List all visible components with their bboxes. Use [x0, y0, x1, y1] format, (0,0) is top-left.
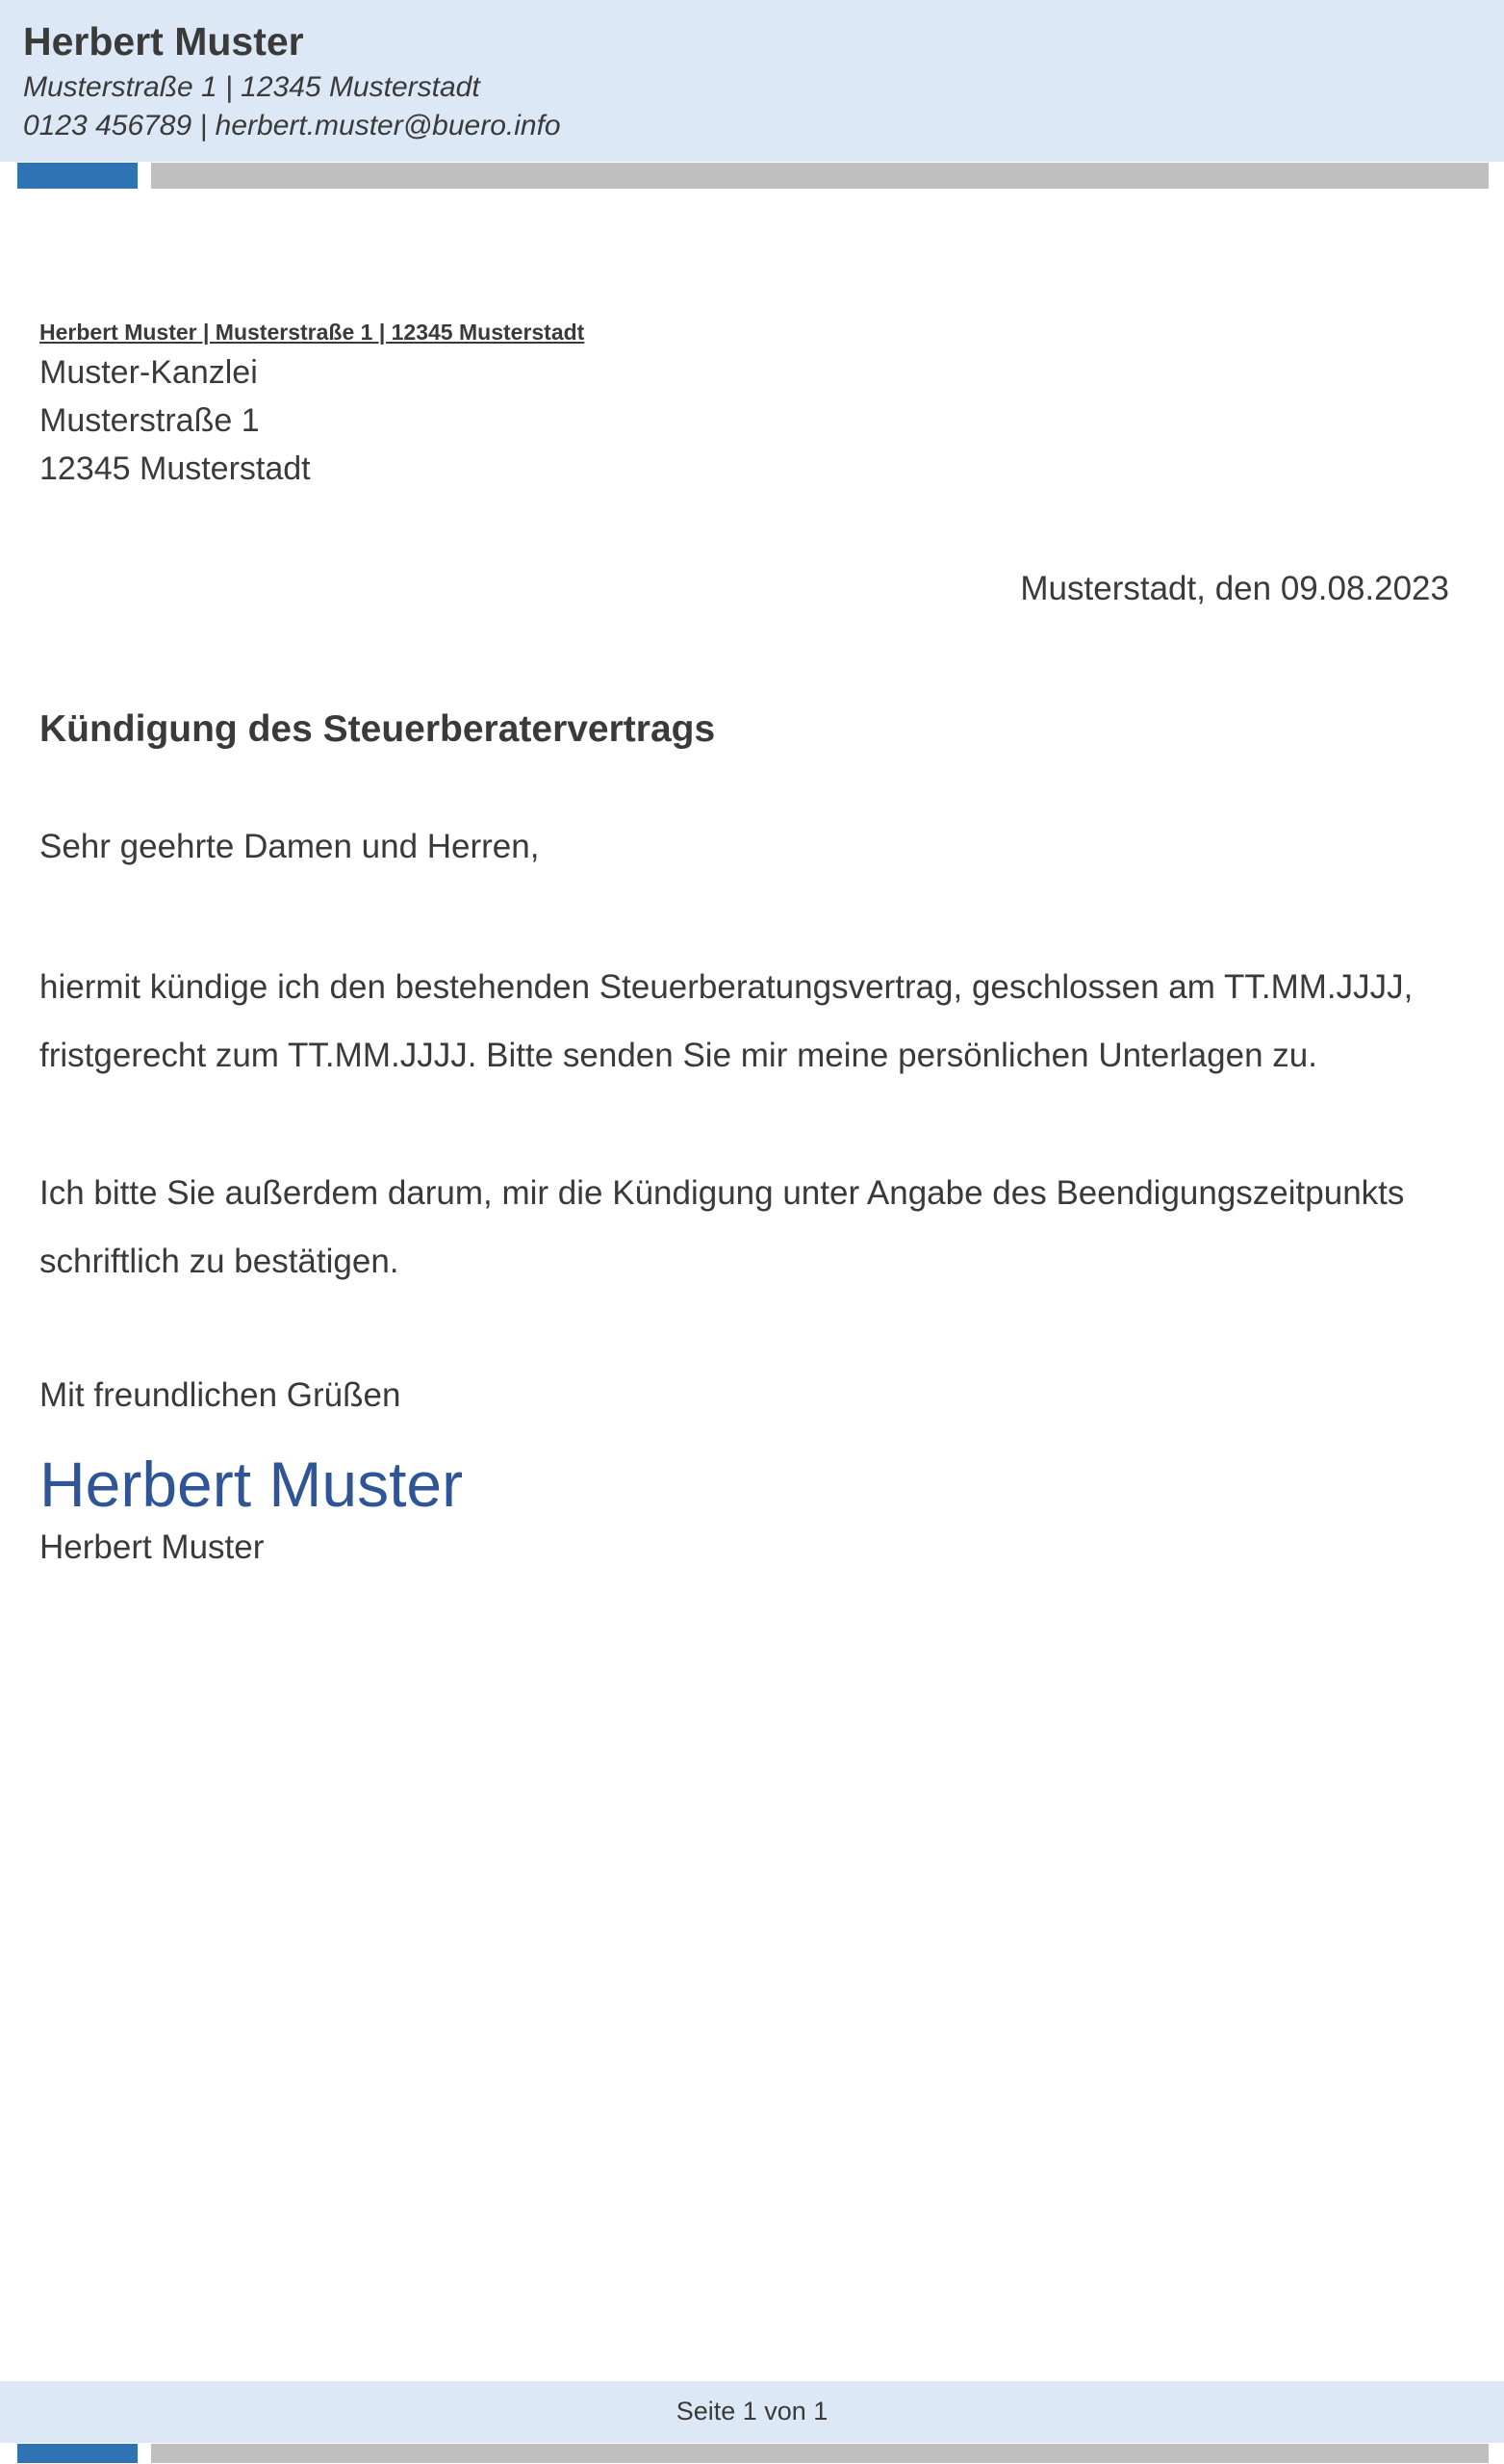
sender-name: Herbert Muster: [23, 19, 304, 64]
body-paragraph-1: hiermit kündige ich den bestehenden Steuerberatungsvertrag, geschlossen am TT.MM.JJJJ, fristgerecht zum TT.MM.JJJJ. Bitte senden Sie mir meine persönlichen Unterlagen zu.: [39, 968, 1414, 1074]
sender-address: Musterstraße 1 | 12345 Musterstadt: [23, 71, 480, 103]
letter-date: Musterstadt, den 09.08.2023: [1020, 570, 1449, 607]
sender-contact: 0123 456789 | herbert.muster@buero.info: [23, 110, 561, 141]
recipient-name: Muster-Kanzlei: [39, 354, 258, 391]
header-accent-bar-blue: [17, 163, 138, 189]
footer-accent-bar-blue: [17, 2444, 138, 2463]
footer-accent-bar-gray: [151, 2444, 1489, 2463]
letter-subject: Kündigung des Steuerberatervertrags: [39, 708, 716, 750]
letterhead: [0, 0, 1504, 162]
return-address: Herbert Muster | Musterstraße 1 | 12345 Musterstadt: [39, 320, 585, 345]
closing: Mit freundlichen Grüßen: [39, 1376, 401, 1414]
body-paragraph-2: Ich bitte Sie außerdem darum, mir die Kündigung unter Angabe des Beendigungszeitpunkts schriftlich zu bestätigen.: [39, 1174, 1405, 1280]
recipient-city: 12345 Musterstadt: [39, 450, 311, 487]
header-accent-bar-gray: [151, 163, 1489, 189]
page-footer: [0, 2381, 1504, 2443]
recipient-street: Musterstraße 1: [39, 402, 260, 439]
signature: Herbert Muster: [39, 1449, 464, 1520]
printed-name: Herbert Muster: [39, 1528, 265, 1566]
page-number: Seite 1 von 1: [676, 2397, 828, 2426]
salutation: Sehr geehrte Damen und Herren,: [39, 828, 540, 865]
